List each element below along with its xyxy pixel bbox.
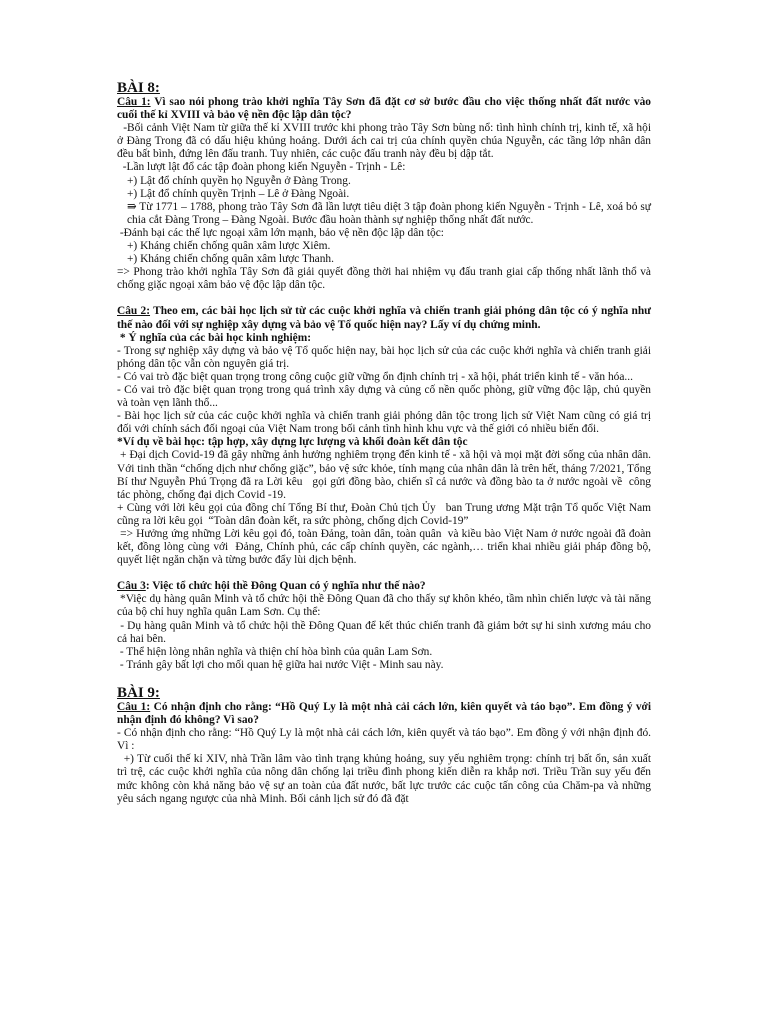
spacer bbox=[117, 292, 651, 305]
question-heading bbox=[117, 580, 651, 593]
question-label: Câu 1: bbox=[117, 96, 151, 108]
spacer bbox=[117, 567, 651, 580]
paragraph: + Đại dịch Covid-19 đã gây những ảnh hưởng nghiêm trọng đến kinh tế - xã hội và mọi mặt đời sống của nhân dân. Với tinh thần “chống dịch như chống giặc”, bảo vệ sức khỏe, tính mạng của nhân dân là trên hết, tháng 7/2021, Tổng Bí thư Nguyễn Phú Trọng đã ra Lời kêu gọi gửi đồng bào, chiến sĩ cả nước và đồng bào ta ở nước ngoài về công tác phòng, chống đại dịch Covid -19. bbox=[117, 449, 654, 501]
question-text: Có nhận định cho rằng: “Hồ Quý Ly là một nhà cải cách lớn, kiên quyết và táo bạo”. Em đồng ý với nhận định đó không? Vì sao? bbox=[117, 700, 654, 727]
paragraph: - Có nhận định cho rằng: “Hồ Quý Ly là một nhà cải cách lớn, kiên quyết và táo bạo”. Em đồng ý với nhận định đó. Vì : bbox=[117, 727, 654, 753]
paragraph: + Cùng với lời kêu gọi của đồng chí Tổng Bí thư, Đoàn Chủ tịch Ủy ban Trung ương Mặt trận Tổ quốc Việt Nam cũng ra lời kêu gọi “Toàn dân đoàn kết, ra sức phòng, chống dịch Covid-19” bbox=[117, 501, 654, 527]
paragraph: -Đánh bại các thế lực ngoại xâm lớn mạnh, bảo vệ nền độc lập dân tộc: bbox=[117, 226, 444, 239]
paragraph: - Bài học lịch sử của các cuộc khởi nghĩa và chiến tranh giải phóng dân tộc trong lịch sử Việt Nam cũng có giá trị đối với chính sách đối ngoại của Việt Nam trong bối cảnh tình hình khu vực và thế giới có nhiều biến đổi. bbox=[117, 410, 654, 436]
paragraph: - Có vai trò đặc biệt quan trọng trong quá trình xây dựng và củng cố nền quốc phòng, giữ vững độc lập, chủ quyền và toàn vẹn lãnh thổ... bbox=[117, 383, 654, 410]
subheading: *Ví dụ về bài học: tập hợp, xây dựng lực lượng và khối đoàn kết dân tộc bbox=[117, 436, 468, 449]
paragraph: -Lần lượt lật đổ các tập đoàn phong kiến Nguyễn - Trịnh - Lê: bbox=[117, 161, 406, 174]
question-text: Vì sao nói phong trào khởi nghĩa Tây Sơn đã đặt cơ sở bước đầu cho việc thống nhất đất nước vào cuối thế kỉ XVIII và bảo vệ nền độc lập dân tộc? bbox=[117, 96, 654, 122]
paragraph: +) Lật đổ chính quyền họ Nguyễn ở Đàng Trong. bbox=[127, 174, 351, 187]
paragraph: - Dụ hàng quân Minh và tổ chức hội thề Đông Quan để kết thúc chiến tranh đã giảm bớt sự hi sinh xương máu cho cả hai bên. bbox=[117, 619, 654, 645]
paragraph: *Việc dụ hàng quân Minh và tổ chức hội thề Đông Quan đã cho thấy sự khôn khéo, tầm nhìn chiến lược và tài năng của bộ chỉ huy nghĩa quân Lam Sơn. Cụ thể: bbox=[117, 593, 654, 619]
spacer bbox=[117, 672, 651, 685]
paragraph: ⇛ Từ 1771 – 1788, phong trào Tây Sơn đã lần lượt tiêu diệt 3 tập đoàn phong kiến Nguyễn - Trịnh - Lê, xoá bỏ sự chia cắt Đàng Trong – Đàng Ngoài. Bước đầu hoàn thành sự nghiệp thống nhất đất nước. bbox=[127, 200, 654, 226]
paragraph: +) Lật đổ chính quyền Trịnh – Lê ở Đàng Ngoài. bbox=[127, 187, 350, 200]
section-title: BÀI 8: bbox=[117, 80, 160, 96]
question-text: Theo em, các bài học lịch sử từ các cuộc khởi nghĩa và chiến tranh giải phóng dân tộc có ý nghĩa như thế nào đối với sự nghiệp xây dựng và bảo vệ Tổ quốc hiện nay? Lấy ví dụ chứng minh. bbox=[117, 305, 654, 331]
paragraph: - Có vai trò đặc biệt quan trọng trong công cuộc giữ vững ổn định chính trị - xã hội, phát triển kinh tế - văn hóa... bbox=[117, 370, 633, 383]
question-heading bbox=[117, 700, 654, 727]
paragraph: - Thể hiện lòng nhân nghĩa và thiện chí hòa bình của quân Lam Sơn. bbox=[117, 645, 433, 658]
question-text: : Việc tổ chức hội thề Đông Quan có ý nghĩa như thế nào? bbox=[145, 580, 426, 593]
paragraph: -Bối cảnh Việt Nam từ giữa thế kỉ XVIII trước khi phong trào Tây Sơn bùng nổ: tình hình chính trị, kinh tế, xã hội ở Đàng Trong đã có dấu hiệu khủng hoảng. Dưới ách cai trị của chính quyền chúa Nguyễn, các tầng lớp nhân dân đều bất bình, đứng lên đấu tranh. Tuy nhiên, các cuộc đấu tranh này đều bị dập tắt. bbox=[117, 122, 654, 161]
paragraph: => Phong trào khởi nghĩa Tây Sơn đã giải quyết đồng thời hai nhiệm vụ đấu tranh giai cấp thống nhất lãnh thổ và chống giặc ngoại xâm bảo vệ độc lập dân tộc. bbox=[117, 266, 654, 292]
paragraph: - Trong sự nghiệp xây dựng và bảo vệ Tổ quốc hiện nay, bài học lịch sử của các cuộc khởi nghĩa và chiến tranh giải phóng dân tộc vẫn còn nguyên giá trị. bbox=[117, 344, 654, 370]
paragraph: - Tránh gây bất lợi cho mối quan hệ giữa hai nước Việt - Minh sau này. bbox=[117, 658, 444, 671]
question-label: Câu 2: bbox=[117, 305, 151, 318]
question-label: Câu 1: bbox=[117, 700, 151, 713]
paragraph: +) Từ cuối thế kỉ XIV, nhà Trần lâm vào tình trạng khủng hoảng, suy yếu nghiêm trọng: chính trị bất ổn, sản xuất trì trệ, các cuộc khởi nghĩa của nông dân chống lại triều đình phong kiến diễn ra khắp nơi. Triều Trần suy yếu đến mức không còn khả năng bảo vệ sự an toàn của đất nước, bất lực trước các cuộc tấn công của Chăm-pa và những yêu sách ngang ngược của nhà Minh. Bối cảnh lịch sử đó đã đặt bbox=[117, 753, 654, 805]
question-heading bbox=[117, 305, 654, 331]
paragraph: => Hưởng ứng những Lời kêu gọi đó, toàn Đảng, toàn dân, toàn quân và kiều bào Việt Nam ở nước ngoài đã đoàn kết, đồng lòng cùng với Đảng, Chính phủ, các cấp chính quyền, các ngành,… triển khai nhiều giải pháp đồng bộ, quyết liệt ngăn chặn và từng bước đẩy lùi dịch bệnh. bbox=[117, 528, 654, 567]
question-label: Câu 3 bbox=[117, 580, 146, 593]
paragraph: +) Kháng chiến chống quân xâm lược Thanh. bbox=[127, 253, 334, 266]
subheading: * Ý nghĩa của các bài học kinh nghiệm: bbox=[117, 331, 311, 344]
paragraph: +) Kháng chiến chống quân xâm lược Xiêm. bbox=[127, 240, 331, 253]
section-title: BÀI 9: bbox=[117, 684, 160, 701]
question-heading bbox=[117, 96, 654, 122]
